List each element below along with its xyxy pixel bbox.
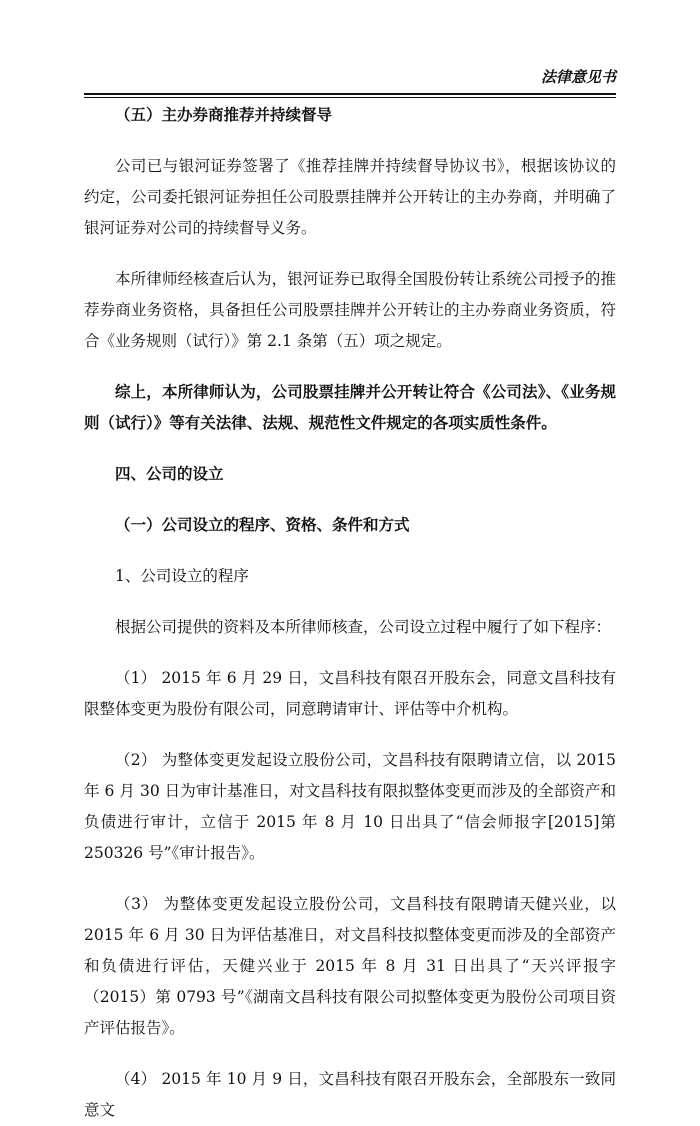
list-item-4: （4） 2015 年 10 月 9 日，文昌科技有限召开股东会，全部股东一致同意文 [84,1070,616,1119]
document-body [84,100,616,1126]
item-heading-procedure: 1、公司设立的程序 [115,567,249,585]
paragraph-agreement: 公司已与银河证券签署了《推荐挂牌并持续督导协议书》，根据该协议的约定，公司委托银河证券担任公司股票挂牌并公开转让的主办券商，并明确了银河证券对公司的持续督导义务。 [84,157,616,237]
list-item-3: （3） 为整体变更发起设立股份公司，文昌科技有限聘请天健兴业，以 2015 年 6 月 30 日为评估基准日，对文昌科技拟整体变更而涉及的全部资产和负债进行评估，天健兴业于 2015 年 8 月 31 日出具了“天兴评报字（2015）第 0793 号”《湖南文昌科技有限公司拟整体变更为股份公司项目资产评估报告》。 [84,895,616,1037]
list-item-1: （1） 2015 年 6 月 29 日，文昌科技有限召开股东会，同意文昌科技有限整体变更为股份有限公司，同意聘请审计、评估等中介机构。 [84,669,616,718]
subsection-heading-procedure: （一）公司设立的程序、资格、条件和方式 [115,516,410,534]
section-heading-sponsor: （五）主办券商推荐并持续督导 [115,106,333,124]
paragraph-conclusion: 综上，本所律师认为，公司股票挂牌并公开转让符合《公司法》、《业务规则（试行）》等有关法律、法规、规范性文件规定的各项实质性条件。 [84,383,616,432]
list-item-2: （2） 为整体变更发起设立股份公司，文昌科技有限聘请立信，以 2015 年 6 月 30 日为审计基准日，对文昌科技有限拟整体变更而涉及的全部资产和负债进行审计，立信于 2015 年 8 月 10 日出具了“信会师报字[2015]第 250326 号”《审计报告》。 [84,751,616,862]
paragraph-lawyer-review: 本所律师经核查后认为，银河证券已取得全国股份转让系统公司授予的推荐券商业务资格，具备担任公司股票挂牌并公开转让的主办券商业务资质，符合《业务规则（试行）》第 2.1 条第（五）项之规定。 [84,270,616,350]
header-title: 法律意见书 [540,68,616,86]
section-heading-establishment: 四、公司的设立 [115,465,224,483]
paragraph-procedure-intro: 根据公司提供的资料及本所律师核查，公司设立过程中履行了如下程序： [115,618,612,636]
header-rule [84,93,616,98]
